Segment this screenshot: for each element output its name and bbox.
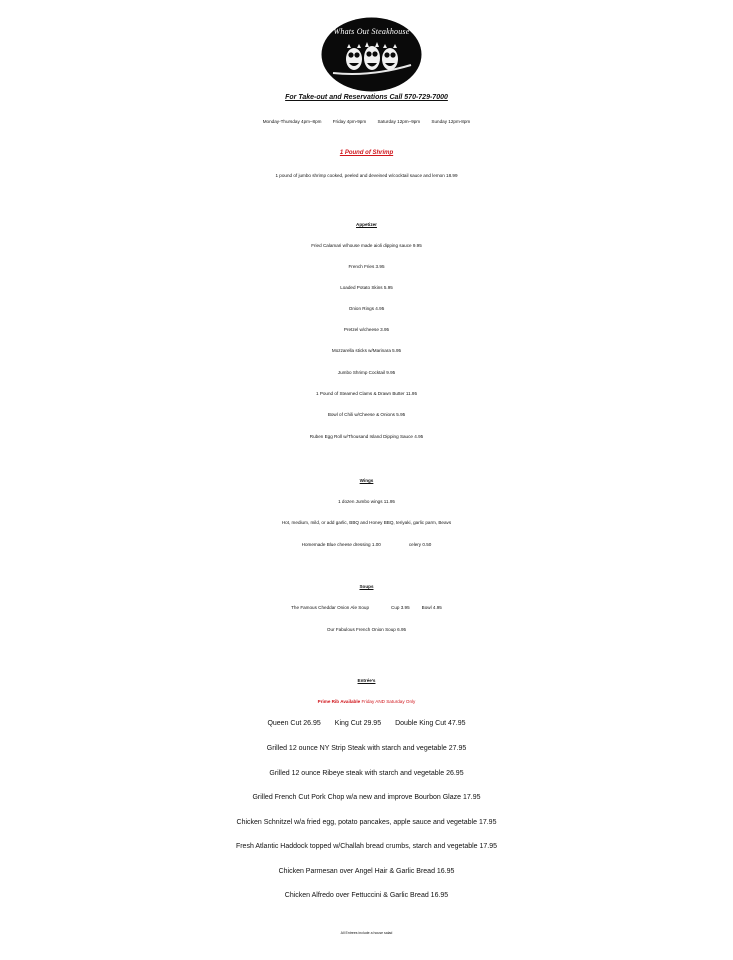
appetizer-item: Bowl of Chili w/Cheese & Onions 5.95 <box>327 412 406 417</box>
cheddar-soup-cup: Cup 3.95 <box>391 605 410 610</box>
appetizer-item: Loaded Potato Skins 5.95 <box>340 285 393 290</box>
soups-heading: Soups <box>359 584 374 589</box>
entree-item: Chicken Alfredo over Fettuccini & Garlic Bread 16.95 <box>284 892 449 899</box>
entree-item: Chicken Schnitzel w/a fried egg, potato pancakes, apple sauce and vegetable 17.95 <box>236 819 497 826</box>
wings-item: 1 dozen Jumbo wings 11.95 <box>338 499 395 504</box>
cheddar-soup-bowl: Bowl 4.95 <box>421 605 442 610</box>
takeout-phone-heading: For Take-out and Reservations Call 570-729-7000 <box>285 94 448 101</box>
appetizer-item: French Fries 3.95 <box>348 264 385 269</box>
double-king-cut: Double King Cut 47.95 <box>395 720 466 727</box>
celery: celery 0.50 <box>408 542 432 547</box>
soup-item-french-onion: Our Fabulous French Onion Soup 6.95 <box>326 627 407 632</box>
wings-flavors: Hot, medium, mild, or add garlic, BBQ and Honey BBQ, teriyaki, garlic parm, Beavs <box>281 520 452 525</box>
prime-rib-cuts <box>0 720 733 727</box>
restaurant-logo <box>321 17 422 92</box>
entrees-heading: Entrée’s <box>357 678 376 683</box>
prime-rib-days: Friday AND Saturday Only <box>361 699 416 704</box>
hours-sat: Saturday 12pm–9pm <box>377 119 421 124</box>
logo-text: Whats Out Steakhouse <box>333 27 410 36</box>
entree-footnote: All Entrees include a house salad <box>340 931 393 935</box>
prime-rib-line <box>0 699 733 704</box>
entree-item: Fresh Atlantic Haddock topped w/Challah bread crumbs, starch and vegetable 17.95 <box>235 843 498 850</box>
entree-item: Chicken Parmesan over Angel Hair & Garlic Bread 16.95 <box>278 868 455 875</box>
hours-mon-thu: Monday-Thursday 4pm–8pm <box>262 119 322 124</box>
prime-rib-label: Prime Rib Available <box>317 699 361 704</box>
king-cut: King Cut 29.95 <box>334 720 382 727</box>
entree-item: Grilled 12 ounce NY Strip Steak with starch and vegetable 27.95 <box>266 745 467 752</box>
hours-sun: Sunday 12pm-8pm <box>431 119 471 124</box>
shrimp-title: 1 Pound of Shrimp <box>339 150 394 156</box>
cheddar-soup-name: The Famous Cheddar Onion Ale Soup <box>291 605 370 610</box>
soup-item-cheddar <box>0 605 733 610</box>
appetizer-item: Jumbo Shrimp Cocktail 9.95 <box>337 370 396 375</box>
hours-line <box>0 119 733 124</box>
entree-item: Grilled 12 ounce Ribeye steak with starch and vegetable 26.95 <box>269 770 464 777</box>
hours-fri: Friday 4pm-9pm <box>332 119 367 124</box>
wings-heading: Wings <box>359 478 374 483</box>
shrimp-description: 1 pound of jumbo shrimp cooked, peeled and deveined w/cocktail sauce and lemon 18.99 <box>275 173 458 178</box>
appetizer-item: Ruben Egg Roll w/Thousand Island Dipping Sauce 4.95 <box>309 434 424 439</box>
appetizer-item: Pretzel w/cheese 3.95 <box>343 327 390 332</box>
appetizer-item: Onion Rings 4.95 <box>348 306 385 311</box>
appetizer-item: Fried Calamari w/house made aioli dipping sauce 9.95 <box>311 243 422 248</box>
appetizer-item: 1 Pound of Steamed Clams & Drawn Butter 11.95 <box>315 391 418 396</box>
appetizer-heading: Appetizer <box>356 222 377 227</box>
queen-cut: Queen Cut 26.95 <box>267 720 321 727</box>
wings-extras <box>0 542 733 547</box>
blue-cheese-dressing: Homemade Blue cheese dressing 1.00 <box>301 542 381 547</box>
entree-item: Grilled French Cut Pork Chop w/a new and improve Bourbon Glaze 17.95 <box>252 794 481 801</box>
appetizer-item: Mozzarella sticks w/Marinara 5.95 <box>331 348 402 353</box>
